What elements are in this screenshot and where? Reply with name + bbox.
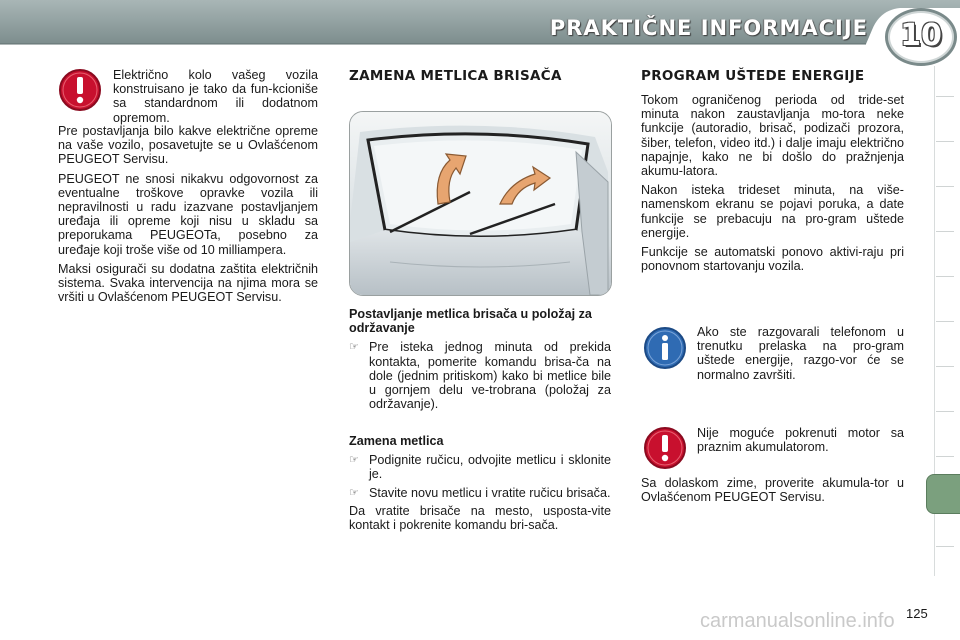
subtitle-replacing-blades: Zamena metlica	[349, 434, 444, 448]
right-final-paragraph: Sa dolaskom zime, proverite akumula-tor u Ovlašćenom PEUGEOT Servisu.	[641, 476, 904, 505]
middle-column-lower	[349, 434, 611, 537]
middle-paragraph: Da vratite brisače na mesto, usposta-vite kontakt i pokrenite komandu bri-sača.	[349, 503, 611, 533]
left-paragraph: Pre postavljanja bilo kakve električne opreme na vaše vozilo, posavetujte se u Ovlašćenom PEUGEOT Servisu.	[58, 124, 318, 167]
info-note: Ako ste razgovarali telefonom u trenutku prelaska na pro-gram uštede energije, razgo-vor će se normalno završiti.	[697, 325, 904, 382]
tab-mark	[936, 456, 954, 457]
windshield-illustration	[349, 111, 612, 296]
tab-mark	[936, 96, 954, 97]
right-column	[641, 93, 904, 278]
right-final-paragraph-block	[641, 476, 904, 509]
right-paragraph: Tokom ograničenog perioda od tride-set minuta nakon zaustavljanja mo-tora neke funkcije (autoradio, brisač, podizači prozora, šiber, telefon, video itd.) i dalje imaju električno napajnje, kako ne bi došlo do pražnjenja akumu-latora.	[641, 93, 904, 179]
left-column	[58, 124, 318, 309]
tab-mark	[936, 231, 954, 232]
battery-warning-note: Nije moguće pokrenuti motor sa praznim akumulatorom.	[697, 426, 904, 455]
instruction-step	[349, 340, 611, 411]
left-paragraph: PEUGEOT ne snosi nikakvu odgovornost za eventualne troškove opravke vozila ili nepravilnosti u radu izazvane postavljanjem uređaja ili opreme koji nisu u skladu sa preporukama PEUGEOTa, posebno za uređaje koji troše više od 10 milliampera.	[58, 171, 318, 257]
middle-column	[349, 307, 611, 415]
chapter-title: PRAKTIČNE INFORMACIJE	[549, 16, 868, 40]
tab-mark	[936, 546, 954, 547]
tab-mark	[936, 366, 954, 367]
instruction-text: Podignite ručicu, odvojite metlicu i sklonite je.	[369, 453, 611, 482]
tab-mark	[936, 411, 954, 412]
right-paragraph: Funkcije se automatski ponovo aktivi-raju pri ponovnom startovanju vozila.	[641, 245, 904, 274]
section-title-wipers: ZAMENA METLICA BRISAČA	[349, 68, 562, 84]
chapter-badge	[885, 8, 957, 66]
section-title-energy-saving: PROGRAM UŠTEDE ENERGIJE	[641, 68, 865, 84]
info-icon	[643, 326, 687, 370]
instruction-text: Stavite novu metlicu i vratite ručicu brisača.	[369, 485, 611, 500]
windshield-image	[350, 112, 611, 295]
subtitle-maintenance-position: Postavljanje metlica brisača u položaj za održavanje	[349, 307, 592, 336]
exclamation-icon	[58, 68, 102, 112]
tab-mark	[936, 321, 954, 322]
right-paragraph: Nakon isteka trideset minuta, na više-namenskom ekranu se pojavi poruka, a date funkcije se prebacuju na pro-gram uštede energije.	[641, 183, 904, 240]
tab-mark	[936, 141, 954, 142]
instruction-step	[349, 453, 611, 481]
pointing-hand-icon: ☞	[349, 341, 359, 354]
exclamation-icon	[643, 426, 687, 470]
left-paragraph: Maksi osigurači su dodatna zaštita električnih sistema. Svaka intervencija na njima mora se vršiti u Ovlašćenom PEUGEOT Servisu.	[58, 261, 318, 305]
watermark: carmanualsonline.info	[700, 610, 895, 632]
page-number: 125	[906, 606, 928, 621]
page-header	[0, 0, 960, 52]
pointing-hand-icon: ☞	[349, 454, 359, 467]
chapter-number: 10	[900, 18, 942, 53]
tab-mark	[936, 186, 954, 187]
left-warning-note: Električno kolo vašeg vozila konstruisano je tako da fun-kcioniše sa standardnom ili dodatnom opremom.	[113, 68, 318, 125]
instruction-text: Pre isteka jednog minuta od prekida kontakta, pomerite komandu brisa-ča na dole (jednim pritiskom) kako bi metlice bile u gornjem delu ve-trobrana (položaj za održavanje).	[369, 340, 611, 412]
active-chapter-tab[interactable]	[926, 474, 960, 514]
pointing-hand-icon: ☞	[349, 486, 359, 499]
instruction-step	[349, 486, 611, 500]
tab-mark	[936, 276, 954, 277]
